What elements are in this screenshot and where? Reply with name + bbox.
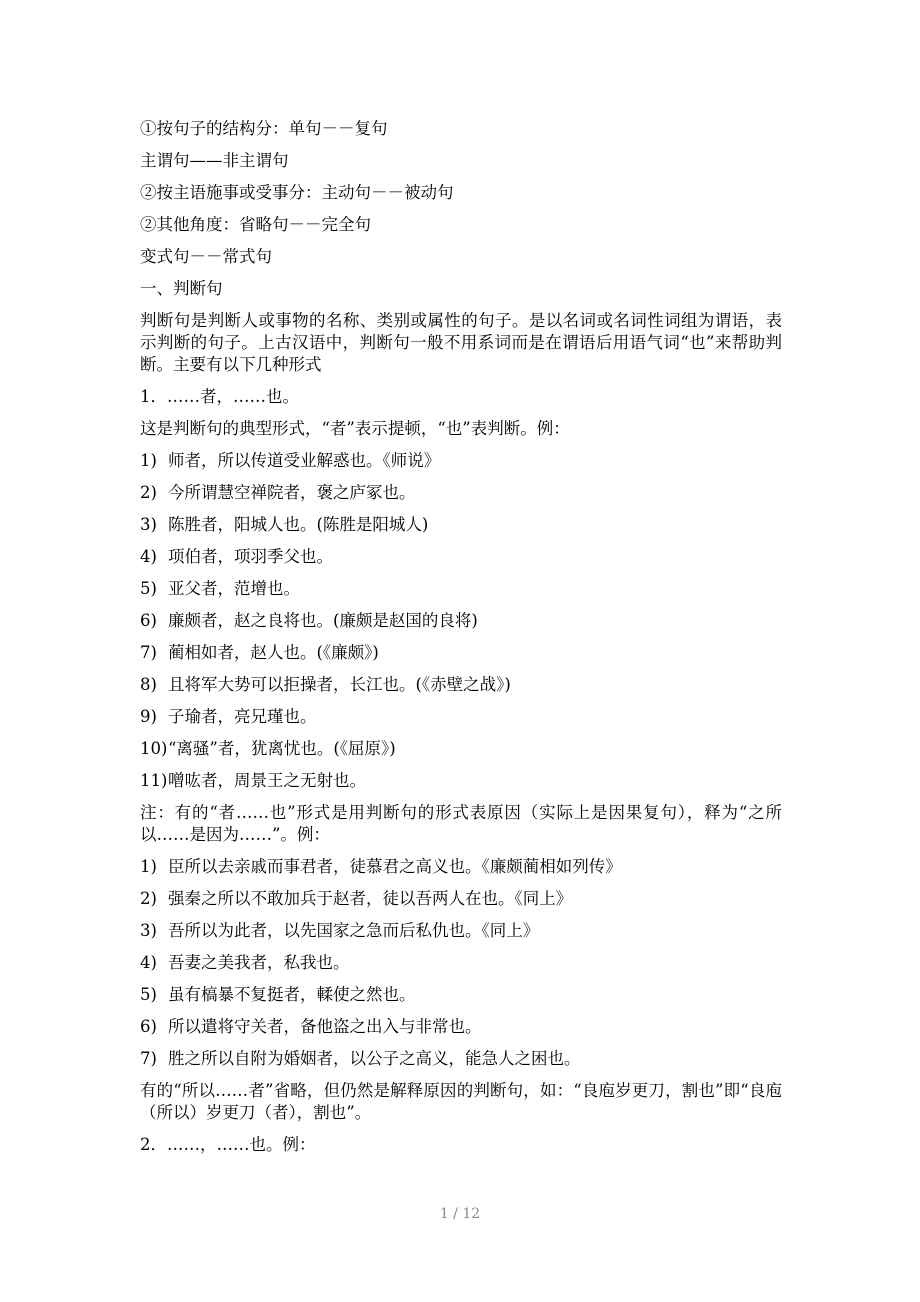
item-number: 5) (140, 985, 157, 1004)
item-text: 蔺相如者，赵人也。(《廉颇》) (168, 643, 379, 662)
text-line: 主谓句——非主谓句 (140, 151, 289, 170)
item-text: 今所谓慧空禅院者，褒之庐冢也。 (168, 483, 416, 502)
list-item (140, 920, 782, 942)
item-text: 虽有槁暴不复挺者，輮使之然也。 (168, 985, 416, 1004)
list-item (140, 770, 782, 792)
item-text: 胜之所以自附为婚姻者，以公子之高义，能急人之困也。 (168, 1049, 581, 1068)
form1-heading: 1．……者，……也。 (140, 387, 299, 406)
item-number: 8) (140, 675, 157, 694)
item-text: 噌吰者，周景王之无射也。 (168, 771, 366, 790)
item-number: 5) (140, 579, 157, 598)
item-number: 3) (140, 921, 157, 940)
item-text: 所以遣将守关者，备他盗之出入与非常也。 (168, 1017, 482, 1036)
item-text: 臣所以去亲戚而事君者，徒慕君之高义也。《廉颇蔺相如列传》 (168, 857, 622, 876)
form2-heading: 2．……，……也。例： (140, 1135, 316, 1154)
item-number: 1) (140, 857, 157, 876)
text-line: ②其他角度：省略句－－完全句 (140, 215, 371, 234)
list-item (140, 738, 782, 760)
item-number: 4) (140, 953, 157, 972)
list-item (140, 856, 782, 878)
form1-description: 这是判断句的典型形式，“者”表示提顿，“也”表判断。例： (140, 419, 570, 438)
list-item (140, 482, 782, 504)
text-line: ②按主语施事或受事分：主动句－－被动句 (140, 183, 454, 202)
item-number: 2) (140, 483, 157, 502)
item-text: 亚父者，范增也。 (168, 579, 300, 598)
list-item (140, 952, 782, 974)
item-number: 4) (140, 547, 157, 566)
document-page (140, 118, 782, 1166)
item-text: 子瑜者，亮兄瑾也。 (168, 707, 317, 726)
item-text: 吾妻之美我者，私我也。 (168, 953, 350, 972)
list-item (140, 984, 782, 1006)
item-text: 项伯者，项羽季父也。 (168, 547, 333, 566)
list-item (140, 642, 782, 664)
intro-paragraph: 判断句是判断人或事物的名称、类别或属性的句子。是以名词或名词性词组为谓语，表示判断的句子。上古汉语中，判断句一般不用系词而是在谓语后用语气词“也”来帮助判断。主要有以下几种形式 (140, 311, 782, 374)
example-list-2 (140, 856, 782, 1070)
item-text: 且将军大势可以拒操者，长江也。(《赤壁之战》) (168, 675, 511, 694)
item-text: 陈胜者，阳城人也。(陈胜是阳城人) (168, 515, 429, 534)
item-text: “离骚”者，犹离忧也。(《屈原》) (168, 739, 396, 758)
omission-paragraph: 有的“所以……者”省略，但仍然是解释原因的判断句，如：“良庖岁更刀，割也”即“良庖（所以）岁更刀（者），割也”。 (140, 1081, 782, 1122)
text-line: 变式句－－常式句 (140, 247, 272, 266)
item-number: 1) (140, 451, 157, 470)
item-text: 吾所以为此者，以先国家之急而后私仇也。《同上》 (168, 921, 540, 940)
list-item (140, 888, 782, 910)
list-item (140, 450, 782, 472)
list-item (140, 706, 782, 728)
text-line: ①按句子的结构分：单句－－复句 (140, 119, 388, 138)
item-number: 3) (140, 515, 157, 534)
item-number: 11) (140, 771, 168, 790)
item-number: 2) (140, 889, 157, 908)
item-number: 7) (140, 643, 157, 662)
note-paragraph: 注：有的“者……也”形式是用判断句的形式表原因（实际上是因果复句），释为“之所以……是因为……”。例： (140, 803, 782, 844)
item-number: 10) (140, 739, 168, 758)
item-text: 师者，所以传道受业解惑也。《师说》 (168, 451, 441, 470)
item-number: 7) (140, 1049, 157, 1068)
page-number: 1 / 12 (439, 1206, 481, 1222)
item-number: 6) (140, 1017, 157, 1036)
list-item (140, 1016, 782, 1038)
list-item (140, 546, 782, 568)
item-text: 强秦之所以不敢加兵于赵者，徒以吾两人在也。《同上》 (168, 889, 573, 908)
item-number: 6) (140, 611, 157, 630)
list-item (140, 1048, 782, 1070)
list-item (140, 578, 782, 600)
list-item (140, 514, 782, 536)
section-heading: 一、判断句 (140, 279, 223, 298)
item-number: 9) (140, 707, 157, 726)
list-item (140, 674, 782, 696)
item-text: 廉颇者，赵之良将也。(廉颇是赵国的良将) (168, 611, 478, 630)
list-item (140, 610, 782, 632)
example-list-1 (140, 450, 782, 792)
